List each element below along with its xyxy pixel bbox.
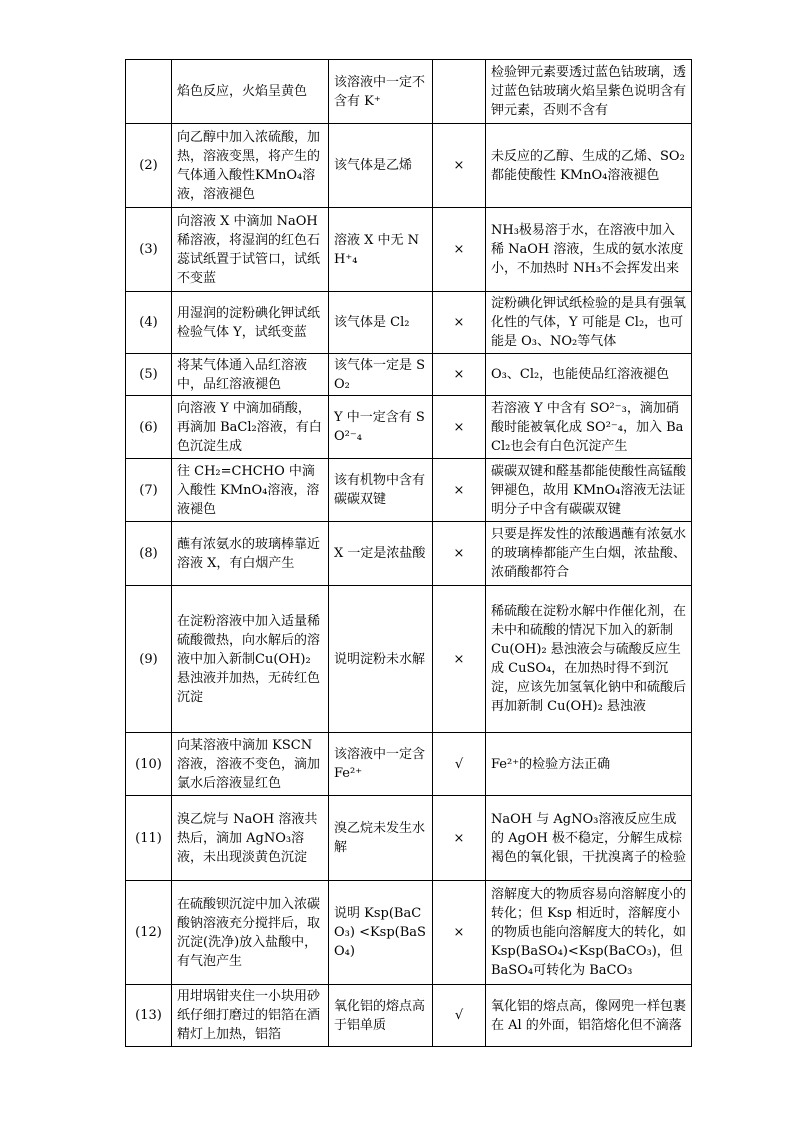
row-number: (13) (126, 985, 172, 1047)
explanation-cell: Fe²⁺的检验方法正确 (486, 733, 692, 796)
table-row (126, 396, 692, 459)
operation-cell: 用坩埚钳夹住一小块用砂纸仔细打磨过的铝箔在酒精灯上加热，铝箔 (172, 985, 329, 1047)
row-number: (5) (126, 354, 172, 396)
table-row (126, 796, 692, 881)
conclusion-cell: 溶液 X 中无 NH⁺₄ (329, 208, 433, 292)
explanation-cell: 若溶液 Y 中含有 SO²⁻₃，滴加硝酸时能被氧化成 SO²⁻₄，加入 BaCl₂也会有白色沉淀产生 (486, 396, 692, 459)
table-row (126, 881, 692, 985)
row-number: (3) (126, 208, 172, 292)
conclusion-cell: X 一定是浓盐酸 (329, 522, 433, 586)
table-body (126, 60, 692, 1047)
operation-cell: 用湿润的淀粉碘化钾试纸检验气体 Y，试纸变蓝 (172, 292, 329, 354)
table-row (126, 459, 692, 522)
operation-cell: 溴乙烷与 NaOH 溶液共热后，滴加 AgNO₃溶液，未出现淡黄色沉淀 (172, 796, 329, 881)
table-row (126, 354, 692, 396)
judgement-cell: × (433, 396, 486, 459)
operation-cell: 将某气体通入品红溶液中，品红溶液褪色 (172, 354, 329, 396)
conclusion-cell: 该气体一定是 SO₂ (329, 354, 433, 396)
judgement-cell: √ (433, 985, 486, 1047)
experiment-table (125, 59, 692, 1047)
conclusion-cell: 该气体是 Cl₂ (329, 292, 433, 354)
explanation-cell: 淀粉碘化钾试纸检验的是具有强氧化性的气体，Y 可能是 Cl₂，也可能是 O₃、NO₂等气体 (486, 292, 692, 354)
judgement-cell: × (433, 208, 486, 292)
row-number: (8) (126, 522, 172, 586)
table-row (126, 733, 692, 796)
explanation-cell: 溶解度大的物质容易向溶解度小的转化；但 Ksp 相近时，溶解度小的物质也能向溶解度大的转化，如 Ksp(BaSO₄)<Ksp(BaCO₃)，但 BaSO₄可转化为 BaCO₃ (486, 881, 692, 985)
operation-cell: 往 CH₂=CHCHO 中滴入酸性 KMnO₄溶液，溶液褪色 (172, 459, 329, 522)
explanation-cell: NaOH 与 AgNO₃溶液反应生成的 AgOH 极不稳定，分解生成棕褐色的氧化银，干扰溴离子的检验 (486, 796, 692, 881)
explanation-cell: 检验钾元素要透过蓝色钴玻璃，透过蓝色钴玻璃火焰呈紫色说明含有钾元素，否则不含有 (486, 60, 692, 124)
explanation-cell: NH₃极易溶于水，在溶液中加入稀 NaOH 溶液，生成的氨水浓度小，不加热时 NH₃不会挥发出来 (486, 208, 692, 292)
conclusion-cell: 说明 Ksp(BaCO₃) <Ksp(BaSO₄) (329, 881, 433, 985)
table-row (126, 586, 692, 733)
conclusion-cell: 该有机物中含有碳碳双键 (329, 459, 433, 522)
row-number: (9) (126, 586, 172, 733)
judgement-cell: × (433, 586, 486, 733)
row-number: (10) (126, 733, 172, 796)
conclusion-cell: Y 中一定含有 SO²⁻₄ (329, 396, 433, 459)
table-row (126, 208, 692, 292)
judgement-cell: × (433, 796, 486, 881)
table-row (126, 522, 692, 586)
explanation-cell: 氧化铝的熔点高，像网兜一样包裹在 Al 的外面，铝箔熔化但不滴落 (486, 985, 692, 1047)
operation-cell: 向乙醇中加入浓硫酸，加热，溶液变黑，将产生的气体通入酸性KMnO₄溶液，溶液褪色 (172, 124, 329, 208)
row-number: (12) (126, 881, 172, 985)
table-row (126, 985, 692, 1047)
judgement-cell: × (433, 354, 486, 396)
conclusion-cell: 该气体是乙烯 (329, 124, 433, 208)
conclusion-cell: 说明淀粉未水解 (329, 586, 433, 733)
conclusion-cell: 该溶液中一定不含有 K⁺ (329, 60, 433, 124)
judgement-cell: × (433, 124, 486, 208)
explanation-cell: O₃、Cl₂，也能使品红溶液褪色 (486, 354, 692, 396)
table-row (126, 60, 692, 124)
row-number: (4) (126, 292, 172, 354)
judgement-cell (433, 60, 486, 124)
row-number: (6) (126, 396, 172, 459)
conclusion-cell: 氧化铝的熔点高于铝单质 (329, 985, 433, 1047)
table-row (126, 124, 692, 208)
row-number: (11) (126, 796, 172, 881)
operation-cell: 向溶液 Y 中滴加硝酸，再滴加 BaCl₂溶液，有白色沉淀生成 (172, 396, 329, 459)
operation-cell: 向溶液 X 中滴加 NaOH 稀溶液，将湿润的红色石蕊试纸置于试管口，试纸不变蓝 (172, 208, 329, 292)
row-number (126, 60, 172, 124)
explanation-cell: 碳碳双键和醛基都能使酸性高锰酸钾褪色，故用 KMnO₄溶液无法证明分子中含有碳碳双键 (486, 459, 692, 522)
judgement-cell: × (433, 292, 486, 354)
table-row (126, 292, 692, 354)
operation-cell: 向某溶液中滴加 KSCN 溶液，溶液不变色，滴加氯水后溶液显红色 (172, 733, 329, 796)
operation-cell: 焰色反应，火焰呈黄色 (172, 60, 329, 124)
explanation-cell: 只要是挥发性的浓酸遇蘸有浓氨水的玻璃棒都能产生白烟，浓盐酸、浓硝酸都符合 (486, 522, 692, 586)
operation-cell: 蘸有浓氨水的玻璃棒靠近溶液 X，有白烟产生 (172, 522, 329, 586)
operation-cell: 在硫酸钡沉淀中加入浓碳酸钠溶液充分搅拌后，取沉淀(洗净)放入盐酸中，有气泡产生 (172, 881, 329, 985)
explanation-cell: 未反应的乙醇、生成的乙烯、SO₂都能使酸性 KMnO₄溶液褪色 (486, 124, 692, 208)
judgement-cell: √ (433, 733, 486, 796)
conclusion-cell: 溴乙烷未发生水解 (329, 796, 433, 881)
judgement-cell: × (433, 522, 486, 586)
judgement-cell: × (433, 881, 486, 985)
explanation-cell: 稀硫酸在淀粉水解中作催化剂，在未中和硫酸的情况下加入的新制 Cu(OH)₂ 悬浊液会与硫酸反应生成 CuSO₄，在加热时得不到沉淀，应该先加氢氧化钠中和硫酸后再加新制 Cu(OH)₂ 悬浊液 (486, 586, 692, 733)
operation-cell: 在淀粉溶液中加入适量稀硫酸微热，向水解后的溶液中加入新制Cu(OH)₂悬浊液并加热，无砖红色沉淀 (172, 586, 329, 733)
row-number: (7) (126, 459, 172, 522)
row-number: (2) (126, 124, 172, 208)
conclusion-cell: 该溶液中一定含 Fe²⁺ (329, 733, 433, 796)
judgement-cell: × (433, 459, 486, 522)
